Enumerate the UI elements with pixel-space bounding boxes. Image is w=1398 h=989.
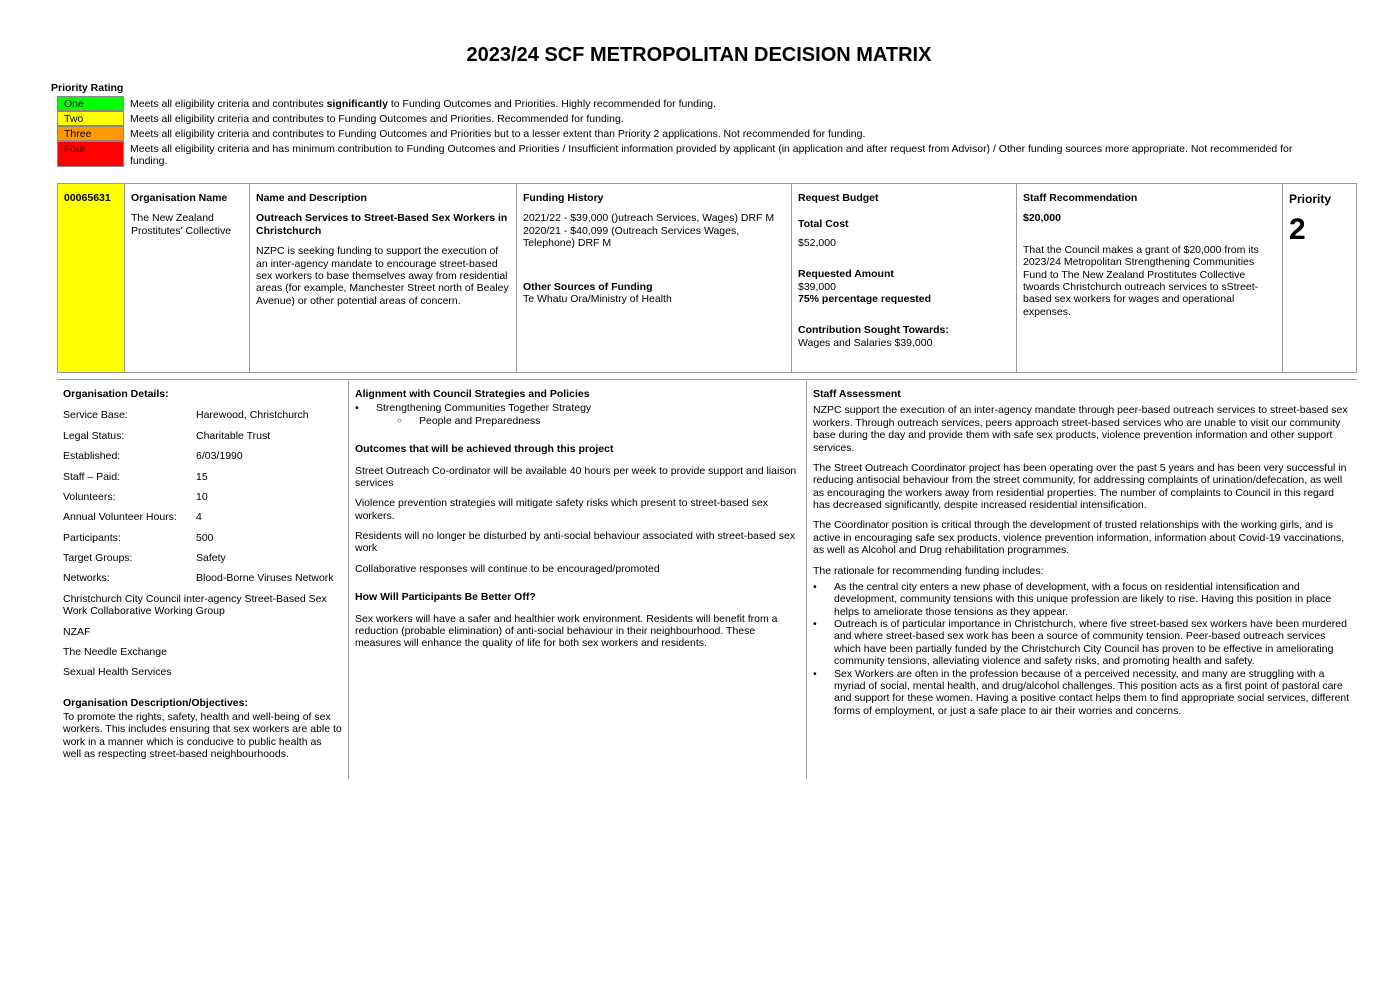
detail-label: Annual Volunteer Hours: <box>63 511 177 524</box>
alignment-column <box>349 381 807 779</box>
staff-recommendation-cell <box>1017 184 1283 372</box>
alignment-heading: Alignment with Council Strategies and Policies <box>355 388 590 400</box>
decision-matrix-row <box>57 183 1357 373</box>
network-item: Sexual Health Services <box>63 666 172 679</box>
org-details-heading: Organisation Details: <box>63 388 169 400</box>
priority-legend <box>57 96 1317 168</box>
percentage-requested: 75% percentage requested <box>798 292 932 305</box>
request-budget-cell <box>792 184 1017 372</box>
staff-assessment-heading: Staff Assessment <box>813 388 901 400</box>
priority-swatch-three: Three <box>57 126 124 141</box>
details-section <box>57 381 1357 779</box>
detail-label: Participants: <box>63 531 121 544</box>
org-name: The New Zealand Prostitutes' Collective <box>131 212 232 237</box>
detail-value: 500 <box>196 531 214 544</box>
page-title: 2023/24 SCF METROPOLITAN DECISION MATRIX <box>466 44 932 66</box>
network-item: The Needle Exchange <box>63 645 167 658</box>
detail-row <box>63 430 342 442</box>
better-off-heading: How Will Participants Be Better Off? <box>355 591 536 604</box>
priority-rating-heading: Priority Rating <box>51 82 124 94</box>
recommended-amount: $20,000 <box>1023 212 1061 225</box>
detail-label: Staff – Paid: <box>63 470 121 483</box>
rationale-item: • Sex Workers are often in the profession because of a perceived necessity, and many are struggling with a myriad of social, mental health, and drug/alcohol challenges. This position acts as a first point of pastoral care and support for these women. Having a positive contact helps them to find appropriate social services, different forms of employment, or just a safe place to air their worries and concerns. <box>813 668 1351 718</box>
detail-row <box>63 409 342 421</box>
outcome-item: Residents will no longer be disturbed by anti-social behaviour associated with street-based sex work <box>355 530 796 555</box>
detail-label: Volunteers: <box>63 490 116 503</box>
priority-level-one <box>57 96 1317 111</box>
priority-value: 2 <box>1289 213 1306 247</box>
funding-history-heading: Funding History <box>523 192 604 204</box>
staff-recommendation-heading: Staff Recommendation <box>1023 192 1138 204</box>
assessment-paragraph: NZPC support the execution of an inter-agency mandate through peer-based outreach services to street-based sex workers. Through outreach services, peers approach street-based services who are unable to visit our community base during the day and provide them with safe sex products, violence prevention information and other support services. <box>813 404 1348 454</box>
contribution-label: Contribution Sought Towards: <box>798 324 949 337</box>
project-description: NZPC is seeking funding to support the execution of an inter-agency mandate to encourage street-based sex workers to base themselves away from residential areas (for example, Manchester Street north of Bealey Avenue) or other potential areas of concern. <box>256 245 509 307</box>
total-cost-value: $52,000 <box>798 236 836 249</box>
total-cost-label: Total Cost <box>798 218 849 231</box>
detail-row <box>63 491 342 503</box>
detail-label: Networks: <box>63 572 110 585</box>
detail-value: Charitable Trust <box>196 429 271 442</box>
detail-value: 15 <box>196 470 208 483</box>
funding-history-cell <box>517 184 792 372</box>
detail-label: Legal Status: <box>63 429 125 442</box>
detail-row <box>63 450 342 462</box>
detail-value: Harewood, Christchurch <box>196 409 309 422</box>
detail-label: Established: <box>63 450 121 463</box>
detail-row <box>63 511 342 523</box>
sub-strategy-item: ○ People and Preparedness <box>355 415 800 427</box>
rationale-item: • Outreach is of particular importance in Christchurch, where five street-based sex workers have been murdered and where street-based sex work has been a source of community tension. Peer-based outreach services which have been partially funded by the Christchurch City Council has proven to be effective in ameliorating community tensions, alleviating violence and safety risks, and promoting health and safety. <box>813 618 1351 668</box>
assessment-paragraph: The Street Outreach Coordinator project has been operating over the past 5 years and has been very successful in reducing antisocial behaviour from the street community, for addressing complaints of urination/defecation, as well as encouraging the workers away from residential properties. The number of complaints to Council in this regard has decreased significantly, despite increased residential intensification. <box>813 461 1347 511</box>
contribution-value: Wages and Salaries $39,000 <box>798 336 933 349</box>
detail-row <box>63 552 342 564</box>
objectives-heading: Organisation Description/Objectives: <box>63 696 248 709</box>
description-cell <box>250 184 517 372</box>
request-budget-heading: Request Budget <box>798 192 879 204</box>
funding-history-item: 2021/22 - $39,000 ()utreach Services, Wages) DRF M <box>523 212 775 225</box>
network-item: Christchurch City Council inter-agency Street-Based Sex Work Collaborative Working Group <box>63 592 327 618</box>
priority-desc-three: Meets all eligibility criteria and contributes to Funding Outcomes and Priorities but to a lesser extent than Priority 2 applications. Not recommended for funding. <box>130 128 866 140</box>
outcome-item: Street Outreach Co-ordinator will be available 40 hours per week to provide support and liaison services <box>355 464 797 489</box>
network-item: NZAF <box>63 625 91 638</box>
priority-heading: Priority <box>1289 192 1332 206</box>
outcome-item: Collaborative responses will continue to be encouraged/promoted <box>355 562 660 575</box>
priority-desc-four: Meets all eligibility criteria and has minimum contribution to Funding Outcomes and Priorities / Insufficient information provided by applicant (in application and after request from Advisor) / Other funding sources more appropriate. Not recommended for funding. <box>130 143 1293 168</box>
priority-swatch-four: Four <box>57 141 124 167</box>
assessment-paragraph: The rationale for recommending funding includes: <box>813 564 1044 577</box>
priority-desc-two: Meets all eligibility criteria and contributes to Funding Outcomes and Priorities. Recommended for funding. <box>130 113 624 125</box>
application-id: 00065631 <box>58 184 125 372</box>
objectives-text: To promote the rights, safety, health and well-being of sex workers. This includes ensuring that sex workers are able to work in a manner which is conducive to public health as well as respecting street-based neighbourhoods. <box>63 711 342 761</box>
priority-level-two <box>57 111 1317 126</box>
priority-swatch-two: Two <box>57 111 124 126</box>
strategy-list <box>355 402 800 414</box>
rationale-list <box>813 581 1351 717</box>
priority-level-four <box>57 141 1317 168</box>
other-sources-heading: Other Sources of Funding <box>523 280 653 293</box>
requested-amount-label: Requested Amount <box>798 268 894 281</box>
outcomes-heading: Outcomes that will be achieved through this project <box>355 443 614 456</box>
detail-value: 10 <box>196 490 208 503</box>
org-name-cell <box>125 184 250 372</box>
detail-label: Target Groups: <box>63 552 133 564</box>
description-heading: Name and Description <box>256 192 367 204</box>
other-sources: Te Whatu Ora/Ministry of Health <box>523 292 672 305</box>
detail-value: Blood-Borne Viruses Network <box>196 572 334 585</box>
detail-row <box>63 532 342 544</box>
detail-value: 4 <box>196 511 202 524</box>
funding-history-item: 2020/21 - $40,099 (Outreach Services Wages, Telephone) DRF M <box>523 224 740 250</box>
outcome-item: Violence prevention strategies will mitigate safety risks which present to street-based sex workers. <box>355 497 769 522</box>
section-divider <box>57 379 1357 380</box>
detail-value: Safety <box>196 552 226 564</box>
project-name: Outreach Services to Street-Based Sex Workers in Christchurch <box>256 212 508 237</box>
recommendation-text: That the Council makes a grant of $20,000 from its 2023/24 Metropolitan Strengthening Communities Fund to The New Zealand Prostitutes Collective twoards Christchurch outreach services to sStreet-based sex workers for wages and operational expenses. <box>1023 243 1259 318</box>
priority-cell <box>1283 184 1356 372</box>
requested-amount-value: $39,000 <box>798 280 836 293</box>
priority-level-three <box>57 126 1317 141</box>
rationale-item: • As the central city enters a new phase of development, with a focus on residential intensification and development, community tensions with this unique profession are likely to rise. Having this position in place helps to ameliorate those tensions as they appear. <box>813 581 1351 618</box>
detail-row <box>63 471 342 483</box>
staff-assessment-column <box>807 381 1357 779</box>
org-name-heading: Organisation Name <box>131 192 228 204</box>
priority-swatch-one: One <box>57 96 124 111</box>
organisation-details-column <box>57 381 349 779</box>
assessment-paragraph: The Coordinator position is critical through the development of trusted relationships with the working girls, and is active in encouraging safe sex products, violence prevention information, information about Covid-19 vaccinations, as well as Alcohol and Drug rehabilitation programmes. <box>813 519 1345 557</box>
better-off-text: Sex workers will have a safer and healthier work environment. Residents will benefit from a reduction (probable elimination) of anti-social behaviour in their neighbourhood. These measures will enhance the quality of life for both sex workers and residents. <box>355 612 778 650</box>
priority-desc-one: Meets all eligibility criteria and contributes significantly to Funding Outcomes and Priorities. Highly recommended for funding. <box>130 98 716 110</box>
detail-row <box>63 572 342 584</box>
detail-value: 6/03/1990 <box>196 450 243 463</box>
strategy-item: • Strengthening Communities Together Strategy <box>355 402 800 414</box>
detail-label: Service Base: <box>63 409 128 422</box>
